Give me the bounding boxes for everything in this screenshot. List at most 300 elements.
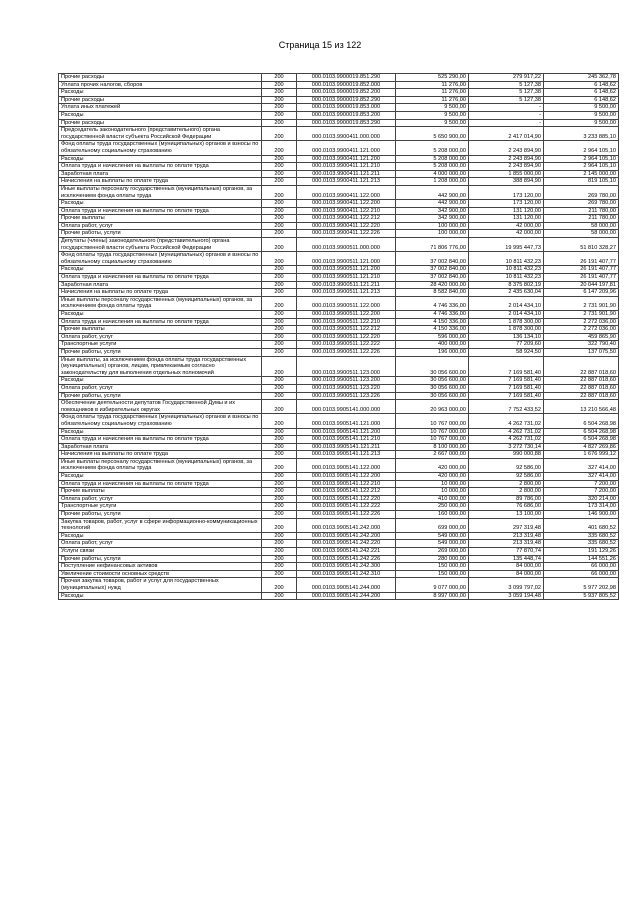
row-budget-code: 000.0103.9905141.242.200	[297, 532, 396, 540]
row-executed: 58 924,50	[469, 348, 544, 356]
row-executed: 131 120,00	[469, 207, 544, 215]
row-executed: 1 878 300,00	[469, 318, 544, 326]
row-name: Иные выплаты персоналу государственных (муниципальных) органов, за исключением фонда оплаты труда	[59, 458, 262, 472]
row-approved: 442 900,00	[396, 200, 469, 208]
row-executed: 77 209,60	[469, 341, 544, 349]
table-row	[59, 89, 619, 97]
page-header: Страница 15 из 122	[278, 40, 362, 50]
row-line-code: 200	[262, 428, 297, 436]
row-budget-code: 000.0103.9900019.852.290	[297, 96, 396, 104]
row-budget-code: 000.0103.9905141.122.226	[297, 511, 396, 519]
row-line-code: 200	[262, 178, 297, 186]
row-budget-code: 000.0103.9905141.000.000	[297, 400, 396, 414]
row-executed: 173 120,00	[469, 185, 544, 199]
table-row	[59, 127, 619, 141]
row-line-code: 200	[262, 89, 297, 97]
row-budget-code: 000.0103.9900411.122.200	[297, 200, 396, 208]
row-approved: 10 000,00	[396, 480, 469, 488]
row-approved: 100 000,00	[396, 230, 469, 238]
row-remaining: 3 233 885,10	[544, 127, 619, 141]
row-approved: 100 000,00	[396, 222, 469, 230]
row-remaining: 191 129,26	[544, 548, 619, 556]
row-budget-code: 000.0103.9900019.853.200	[297, 111, 396, 119]
row-name: Расходы	[59, 473, 262, 481]
row-remaining: 26 191 407,77	[544, 266, 619, 274]
row-budget-code: 000.0103.9905141.122.220	[297, 495, 396, 503]
row-remaining: 13 210 566,48	[544, 400, 619, 414]
row-line-code: 200	[262, 548, 297, 556]
table-row	[59, 348, 619, 356]
row-executed: 5 127,38	[469, 81, 544, 89]
table-row	[59, 578, 619, 592]
row-remaining: 5 977 202,98	[544, 578, 619, 592]
row-approved: 699 000,00	[396, 518, 469, 532]
row-executed: 990 000,88	[469, 451, 544, 459]
row-name: Транспортные услуги	[59, 341, 262, 349]
row-executed: 2 243 894,90	[469, 141, 544, 155]
row-line-code: 200	[262, 532, 297, 540]
row-budget-code: 000.0103.9905141.242.000	[297, 518, 396, 532]
row-executed: 10 811 432,23	[469, 274, 544, 282]
row-approved: 280 000,00	[396, 555, 469, 563]
table-row	[59, 170, 619, 178]
row-executed: 136 134,10	[469, 333, 544, 341]
row-budget-code: 000.0103.9900411.122.226	[297, 230, 396, 238]
row-remaining: 4 827 269,86	[544, 443, 619, 451]
row-line-code: 200	[262, 400, 297, 414]
table-row	[59, 333, 619, 341]
row-executed: 2 417 014,90	[469, 127, 544, 141]
row-remaining: 2 731 901,90	[544, 296, 619, 310]
row-line-code: 200	[262, 348, 297, 356]
row-budget-code: 000.0103.9905141.122.210	[297, 480, 396, 488]
row-approved: 37 002 840,00	[396, 266, 469, 274]
row-line-code: 200	[262, 104, 297, 112]
row-approved: 8 100 000,00	[396, 443, 469, 451]
row-budget-code: 000.0103.9900511.123.220	[297, 384, 396, 392]
row-approved: 11 276,00	[396, 81, 469, 89]
row-approved: 30 056 600,00	[396, 356, 469, 377]
row-executed: 7 169 581,40	[469, 377, 544, 385]
row-name: Заработная плата	[59, 281, 262, 289]
row-name: Расходы	[59, 266, 262, 274]
row-name: Прочие работы, услуги	[59, 511, 262, 519]
row-name: Оплата труда и начисления на выплаты по оплате труда	[59, 436, 262, 444]
row-name: Прочие работы, услуги	[59, 348, 262, 356]
table-row	[59, 414, 619, 428]
table-row	[59, 81, 619, 89]
row-remaining: 26 191 407,77	[544, 274, 619, 282]
row-budget-code: 000.0103.9900019.852.000	[297, 81, 396, 89]
row-name: Заработная плата	[59, 170, 262, 178]
row-executed: 5 127,38	[469, 96, 544, 104]
row-budget-code: 000.0103.9900411.122.220	[297, 222, 396, 230]
row-budget-code: 000.0103.9905141.121.211	[297, 443, 396, 451]
row-name: Начисления на выплаты по оплате труда	[59, 451, 262, 459]
row-approved: 549 000,00	[396, 540, 469, 548]
row-name: Оплата работ, услуг	[59, 495, 262, 503]
row-remaining: 6 148,62	[544, 89, 619, 97]
row-line-code: 200	[262, 289, 297, 297]
table-row	[59, 289, 619, 297]
row-budget-code: 000.0103.9900511.121.210	[297, 274, 396, 282]
row-remaining: 2 272 036,00	[544, 318, 619, 326]
row-budget-code: 000.0103.9905141.122.200	[297, 473, 396, 481]
row-line-code: 200	[262, 495, 297, 503]
row-name: Прочие работы, услуги	[59, 555, 262, 563]
row-budget-code: 000.0103.9905141.242.220	[297, 540, 396, 548]
row-line-code: 200	[262, 451, 297, 459]
table-row	[59, 548, 619, 556]
row-name: Оплата труда и начисления на выплаты по оплате труда	[59, 318, 262, 326]
row-executed: 89 786,00	[469, 495, 544, 503]
table-row	[59, 377, 619, 385]
row-remaining: 459 865,90	[544, 333, 619, 341]
row-executed: 7 752 433,52	[469, 400, 544, 414]
row-executed: 2 800,00	[469, 480, 544, 488]
row-line-code: 200	[262, 518, 297, 532]
row-remaining: 173 314,00	[544, 503, 619, 511]
row-remaining: 819 105,10	[544, 178, 619, 186]
table-row	[59, 230, 619, 238]
row-line-code: 200	[262, 377, 297, 385]
row-line-code: 200	[262, 266, 297, 274]
row-budget-code: 000.0103.9900511.121.000	[297, 252, 396, 266]
row-executed: 173 120,00	[469, 200, 544, 208]
row-approved: 4 746 336,00	[396, 311, 469, 319]
row-executed: 10 811 432,23	[469, 266, 544, 274]
row-executed: 77 870,74	[469, 548, 544, 556]
row-approved: 37 002 840,00	[396, 252, 469, 266]
row-approved: 196 000,00	[396, 348, 469, 356]
row-approved: 37 002 840,00	[396, 274, 469, 282]
row-name: Транспортные услуги	[59, 503, 262, 511]
row-line-code: 200	[262, 127, 297, 141]
row-line-code: 200	[262, 392, 297, 400]
row-name: Начисления на выплаты по оплате труда	[59, 178, 262, 186]
row-executed: 19 995 447,73	[469, 238, 544, 252]
row-approved: 8 997 000,00	[396, 592, 469, 600]
row-remaining: 58 000,00	[544, 230, 619, 238]
row-budget-code: 000.0103.9905141.244.000	[297, 578, 396, 592]
row-line-code: 200	[262, 414, 297, 428]
row-executed: 84 000,00	[469, 570, 544, 578]
row-remaining: 6 504 268,98	[544, 436, 619, 444]
row-approved: 269 000,00	[396, 548, 469, 556]
row-approved: 4 746 336,00	[396, 296, 469, 310]
row-name: Услуги связи	[59, 548, 262, 556]
row-approved: 342 900,00	[396, 215, 469, 223]
row-remaining: 7 200,00	[544, 480, 619, 488]
row-budget-code: 000.0103.9900511.000.000	[297, 238, 396, 252]
row-executed: 2 243 894,90	[469, 155, 544, 163]
row-budget-code: 000.0103.9900411.122.000	[297, 185, 396, 199]
row-approved: 9 500,00	[396, 119, 469, 127]
table-row	[59, 296, 619, 310]
row-name: Прочая закупка товаров, работ и услуг для государственных (муниципальных) нужд	[59, 578, 262, 592]
row-remaining: 211 780,00	[544, 207, 619, 215]
row-executed: 5 127,38	[469, 89, 544, 97]
row-name: Расходы	[59, 155, 262, 163]
row-budget-code: 000.0103.9905141.121.000	[297, 414, 396, 428]
row-name: Оплата труда и начисления на выплаты по оплате труда	[59, 480, 262, 488]
row-remaining: 2 145 000,00	[544, 170, 619, 178]
row-line-code: 200	[262, 274, 297, 282]
row-name: Расходы	[59, 111, 262, 119]
row-approved: 2 667 000,00	[396, 451, 469, 459]
row-name: Прочие работы, услуги	[59, 392, 262, 400]
row-budget-code: 000.0103.9900411.122.210	[297, 207, 396, 215]
row-approved: 4 150 336,00	[396, 318, 469, 326]
row-budget-code: 000.0103.9905141.242.226	[297, 555, 396, 563]
row-executed: 84 000,00	[469, 563, 544, 571]
row-approved: 5 208 000,00	[396, 163, 469, 171]
row-approved: 10 767 000,00	[396, 428, 469, 436]
row-remaining: 327 414,00	[544, 458, 619, 472]
table-row	[59, 266, 619, 274]
row-executed: 1 878 300,00	[469, 326, 544, 334]
table-row	[59, 178, 619, 186]
row-remaining: 401 680,52	[544, 518, 619, 532]
row-budget-code: 000.0103.9900511.122.222	[297, 341, 396, 349]
row-line-code: 200	[262, 296, 297, 310]
row-name: Прочие выплаты	[59, 326, 262, 334]
row-executed: 92 586,00	[469, 458, 544, 472]
row-budget-code: 000.0103.9905141.122.222	[297, 503, 396, 511]
row-executed: 92 586,00	[469, 473, 544, 481]
row-executed: -	[469, 111, 544, 119]
row-approved: 20 963 000,00	[396, 400, 469, 414]
budget-table	[58, 73, 619, 600]
row-budget-code: 000.0103.9900019.853.000	[297, 104, 396, 112]
row-line-code: 200	[262, 578, 297, 592]
row-remaining: 144 551,26	[544, 555, 619, 563]
row-approved: 525 290,00	[396, 74, 469, 82]
row-budget-code: 000.0103.9900411.121.210	[297, 163, 396, 171]
table-row	[59, 318, 619, 326]
table-row	[59, 215, 619, 223]
table-row	[59, 163, 619, 171]
row-budget-code: 000.0103.9905141.242.221	[297, 548, 396, 556]
row-name: Прочие расходы	[59, 74, 262, 82]
row-executed: 10 811 432,23	[469, 252, 544, 266]
table-row	[59, 540, 619, 548]
row-budget-code: 000.0103.9900511.122.212	[297, 326, 396, 334]
row-line-code: 200	[262, 230, 297, 238]
row-line-code: 200	[262, 111, 297, 119]
row-executed: 131 120,00	[469, 215, 544, 223]
row-executed: 4 262 731,02	[469, 414, 544, 428]
row-line-code: 200	[262, 185, 297, 199]
row-approved: 30 056 600,00	[396, 377, 469, 385]
table-row	[59, 400, 619, 414]
row-executed: 2 435 630,04	[469, 289, 544, 297]
row-line-code: 200	[262, 570, 297, 578]
row-name: Иные выплаты персоналу государственных (муниципальных) органов, за исключением фонда оплаты труда	[59, 185, 262, 199]
row-approved: 30 056 600,00	[396, 384, 469, 392]
row-remaining: 51 810 328,27	[544, 238, 619, 252]
row-line-code: 200	[262, 222, 297, 230]
row-line-code: 200	[262, 356, 297, 377]
row-executed: 7 169 581,40	[469, 356, 544, 377]
row-remaining: 327 414,00	[544, 473, 619, 481]
row-remaining: 322 790,40	[544, 341, 619, 349]
row-remaining: 320 214,00	[544, 495, 619, 503]
row-approved: 420 000,00	[396, 458, 469, 472]
row-budget-code: 000.0103.9900511.122.200	[297, 311, 396, 319]
row-name: Обеспечение деятельности депутатов Государственной Думы и их помощников в избирательных округах	[59, 400, 262, 414]
row-remaining: 22 887 018,60	[544, 356, 619, 377]
row-budget-code: 000.0103.9905141.121.200	[297, 428, 396, 436]
row-line-code: 200	[262, 480, 297, 488]
row-budget-code: 000.0103.9905141.244.200	[297, 592, 396, 600]
row-remaining: 9 500,00	[544, 104, 619, 112]
row-name: Расходы	[59, 377, 262, 385]
row-executed: 135 448,74	[469, 555, 544, 563]
row-remaining: 20 044 197,81	[544, 281, 619, 289]
table-row	[59, 238, 619, 252]
row-executed: 3 272 730,14	[469, 443, 544, 451]
row-name: Оплата работ, услуг	[59, 333, 262, 341]
row-approved: 71 806 776,00	[396, 238, 469, 252]
row-name: Депутаты (члены) законодательного (представительного) органа государственной власти субъекта Российской Федерации	[59, 238, 262, 252]
row-executed: 297 319,48	[469, 518, 544, 532]
row-name: Начисления на выплаты по оплате труда	[59, 289, 262, 297]
row-budget-code: 000.0103.9900411.121.000	[297, 141, 396, 155]
row-remaining: 2 964 105,10	[544, 141, 619, 155]
row-line-code: 200	[262, 155, 297, 163]
row-budget-code: 000.0103.9900511.123.226	[297, 392, 396, 400]
row-remaining: 58 000,00	[544, 222, 619, 230]
row-remaining: 335 680,52	[544, 540, 619, 548]
row-line-code: 200	[262, 473, 297, 481]
table-row	[59, 274, 619, 282]
table-row	[59, 104, 619, 112]
row-remaining: 211 780,00	[544, 215, 619, 223]
row-line-code: 200	[262, 318, 297, 326]
row-line-code: 200	[262, 341, 297, 349]
row-line-code: 200	[262, 326, 297, 334]
table-row	[59, 488, 619, 496]
row-budget-code: 000.0103.9900411.121.200	[297, 155, 396, 163]
row-remaining: 22 887 018,60	[544, 392, 619, 400]
row-executed: 388 894,90	[469, 178, 544, 186]
row-remaining: 2 272 036,00	[544, 326, 619, 334]
row-budget-code: 000.0103.9900511.122.220	[297, 333, 396, 341]
row-approved: 5 208 000,00	[396, 155, 469, 163]
row-budget-code: 000.0103.9900411.000.000	[297, 127, 396, 141]
row-name: Прочие выплаты	[59, 215, 262, 223]
row-line-code: 200	[262, 252, 297, 266]
row-approved: 9 500,00	[396, 111, 469, 119]
table-row	[59, 356, 619, 377]
row-approved: 28 420 000,00	[396, 281, 469, 289]
row-executed: -	[469, 104, 544, 112]
row-executed: 279 917,22	[469, 74, 544, 82]
row-remaining: 245 362,78	[544, 74, 619, 82]
row-approved: 160 000,00	[396, 511, 469, 519]
row-name: Иные выплаты персоналу государственных (муниципальных) органов, за исключением фонда оплаты труда	[59, 296, 262, 310]
row-approved: 400 000,00	[396, 341, 469, 349]
row-executed: -	[469, 119, 544, 127]
table-row	[59, 281, 619, 289]
table-row	[59, 185, 619, 199]
row-budget-code: 000.0103.9905141.121.213	[297, 451, 396, 459]
table-row	[59, 511, 619, 519]
row-approved: 10 000,00	[396, 488, 469, 496]
row-line-code: 200	[262, 503, 297, 511]
row-approved: 442 900,00	[396, 185, 469, 199]
row-name: Оплата труда и начисления на выплаты по оплате труда	[59, 207, 262, 215]
row-name: Расходы	[59, 311, 262, 319]
table-row	[59, 155, 619, 163]
table-row	[59, 518, 619, 532]
row-remaining: 5 937 805,52	[544, 592, 619, 600]
row-name: Уплата прочих налогов, сборов	[59, 81, 262, 89]
row-remaining: 335 680,52	[544, 532, 619, 540]
budget-table-body	[59, 74, 619, 600]
table-row	[59, 532, 619, 540]
row-approved: 9 500,00	[396, 104, 469, 112]
table-row	[59, 111, 619, 119]
row-remaining: 22 887 018,60	[544, 377, 619, 385]
row-approved: 420 000,00	[396, 473, 469, 481]
row-name: Оплата труда и начисления на выплаты по оплате труда	[59, 274, 262, 282]
table-row	[59, 473, 619, 481]
row-remaining: 66 000,00	[544, 570, 619, 578]
row-name: Расходы	[59, 89, 262, 97]
table-row	[59, 563, 619, 571]
table-row	[59, 443, 619, 451]
row-line-code: 200	[262, 443, 297, 451]
row-name: Увеличение стоимости основных средств	[59, 570, 262, 578]
row-budget-code: 000.0103.9905141.121.210	[297, 436, 396, 444]
table-row	[59, 326, 619, 334]
row-line-code: 200	[262, 281, 297, 289]
row-remaining: 269 780,00	[544, 185, 619, 199]
row-remaining: 137 075,50	[544, 348, 619, 356]
row-remaining: 146 900,00	[544, 511, 619, 519]
table-row	[59, 341, 619, 349]
row-line-code: 200	[262, 563, 297, 571]
row-remaining: 26 191 407,77	[544, 252, 619, 266]
table-row	[59, 311, 619, 319]
row-line-code: 200	[262, 238, 297, 252]
row-budget-code: 000.0103.9900511.121.213	[297, 289, 396, 297]
row-budget-code: 000.0103.9900511.121.211	[297, 281, 396, 289]
row-executed: 3 099 797,02	[469, 578, 544, 592]
row-approved: 11 276,00	[396, 89, 469, 97]
row-executed: 1 855 000,00	[469, 170, 544, 178]
row-remaining: 6 504 268,98	[544, 428, 619, 436]
row-executed: 7 169 581,40	[469, 392, 544, 400]
row-budget-code: 000.0103.9900019.853.290	[297, 119, 396, 127]
row-budget-code: 000.0103.9900511.122.226	[297, 348, 396, 356]
row-executed: 13 100,00	[469, 511, 544, 519]
row-approved: 5 208 000,00	[396, 141, 469, 155]
table-row	[59, 119, 619, 127]
table-row	[59, 74, 619, 82]
row-line-code: 200	[262, 163, 297, 171]
row-budget-code: 000.0103.9900511.123.000	[297, 356, 396, 377]
row-name: Фонд оплаты труда государственных (муниципальных) органов и взносы по обязательному социальному страхованию	[59, 141, 262, 155]
row-line-code: 200	[262, 333, 297, 341]
row-name: Расходы	[59, 532, 262, 540]
row-line-code: 200	[262, 207, 297, 215]
row-remaining: 269 780,00	[544, 200, 619, 208]
row-budget-code: 000.0103.9905141.242.310	[297, 570, 396, 578]
row-executed: 8 375 802,19	[469, 281, 544, 289]
